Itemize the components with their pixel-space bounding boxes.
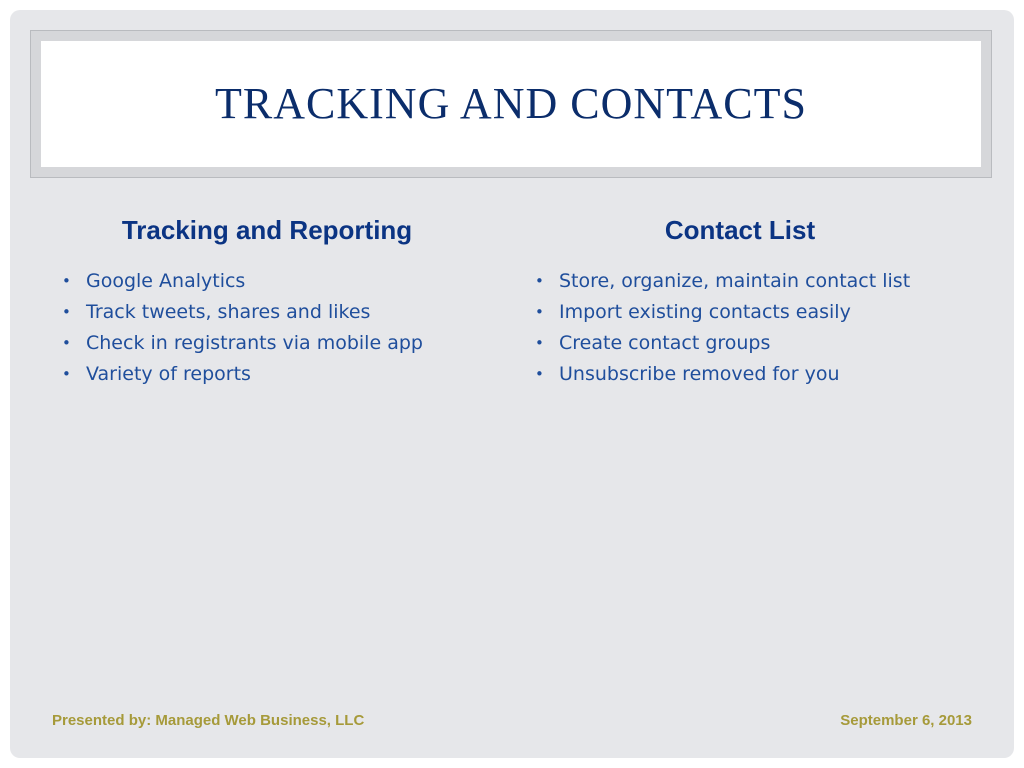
footer-presenter: Presented by: Managed Web Business, LLC xyxy=(52,712,365,729)
title-frame xyxy=(30,30,992,178)
list-item-text: Variety of reports xyxy=(86,363,251,385)
left-column-heading: Tracking and Reporting xyxy=(121,215,413,245)
bullet-icon: • xyxy=(62,334,71,352)
list-item-text: Store, organize, maintain contact list xyxy=(559,270,911,292)
left-bullet-list xyxy=(52,266,482,390)
bullet-icon: • xyxy=(62,272,71,290)
list-item-text: Create contact groups xyxy=(559,332,771,354)
list-item xyxy=(52,359,482,390)
left-column xyxy=(52,212,482,390)
list-item xyxy=(525,266,955,297)
list-item-text: Google Analytics xyxy=(86,270,246,292)
bullet-icon: • xyxy=(62,365,71,383)
list-item xyxy=(52,266,482,297)
list-item xyxy=(52,328,482,359)
slide-title: TRACKING AND CONTACTS xyxy=(215,78,807,128)
list-item xyxy=(525,297,955,328)
right-column xyxy=(525,212,955,390)
list-item-text: Import existing contacts easily xyxy=(559,301,851,323)
title-box xyxy=(41,41,981,167)
bullet-icon: • xyxy=(535,334,544,352)
list-item xyxy=(52,297,482,328)
list-item xyxy=(525,359,955,390)
bullet-icon: • xyxy=(535,272,544,290)
bullet-icon: • xyxy=(535,365,544,383)
list-item xyxy=(525,328,955,359)
right-bullet-list xyxy=(525,266,955,390)
bullet-icon: • xyxy=(62,303,71,321)
bullet-icon: • xyxy=(535,303,544,321)
right-column-heading: Contact List xyxy=(664,215,816,245)
list-item-text: Check in registrants via mobile app xyxy=(86,332,423,354)
list-item-text: Track tweets, shares and likes xyxy=(86,301,371,323)
list-item-text: Unsubscribe removed for you xyxy=(559,363,840,385)
footer-date: September 6, 2013 xyxy=(840,712,972,729)
